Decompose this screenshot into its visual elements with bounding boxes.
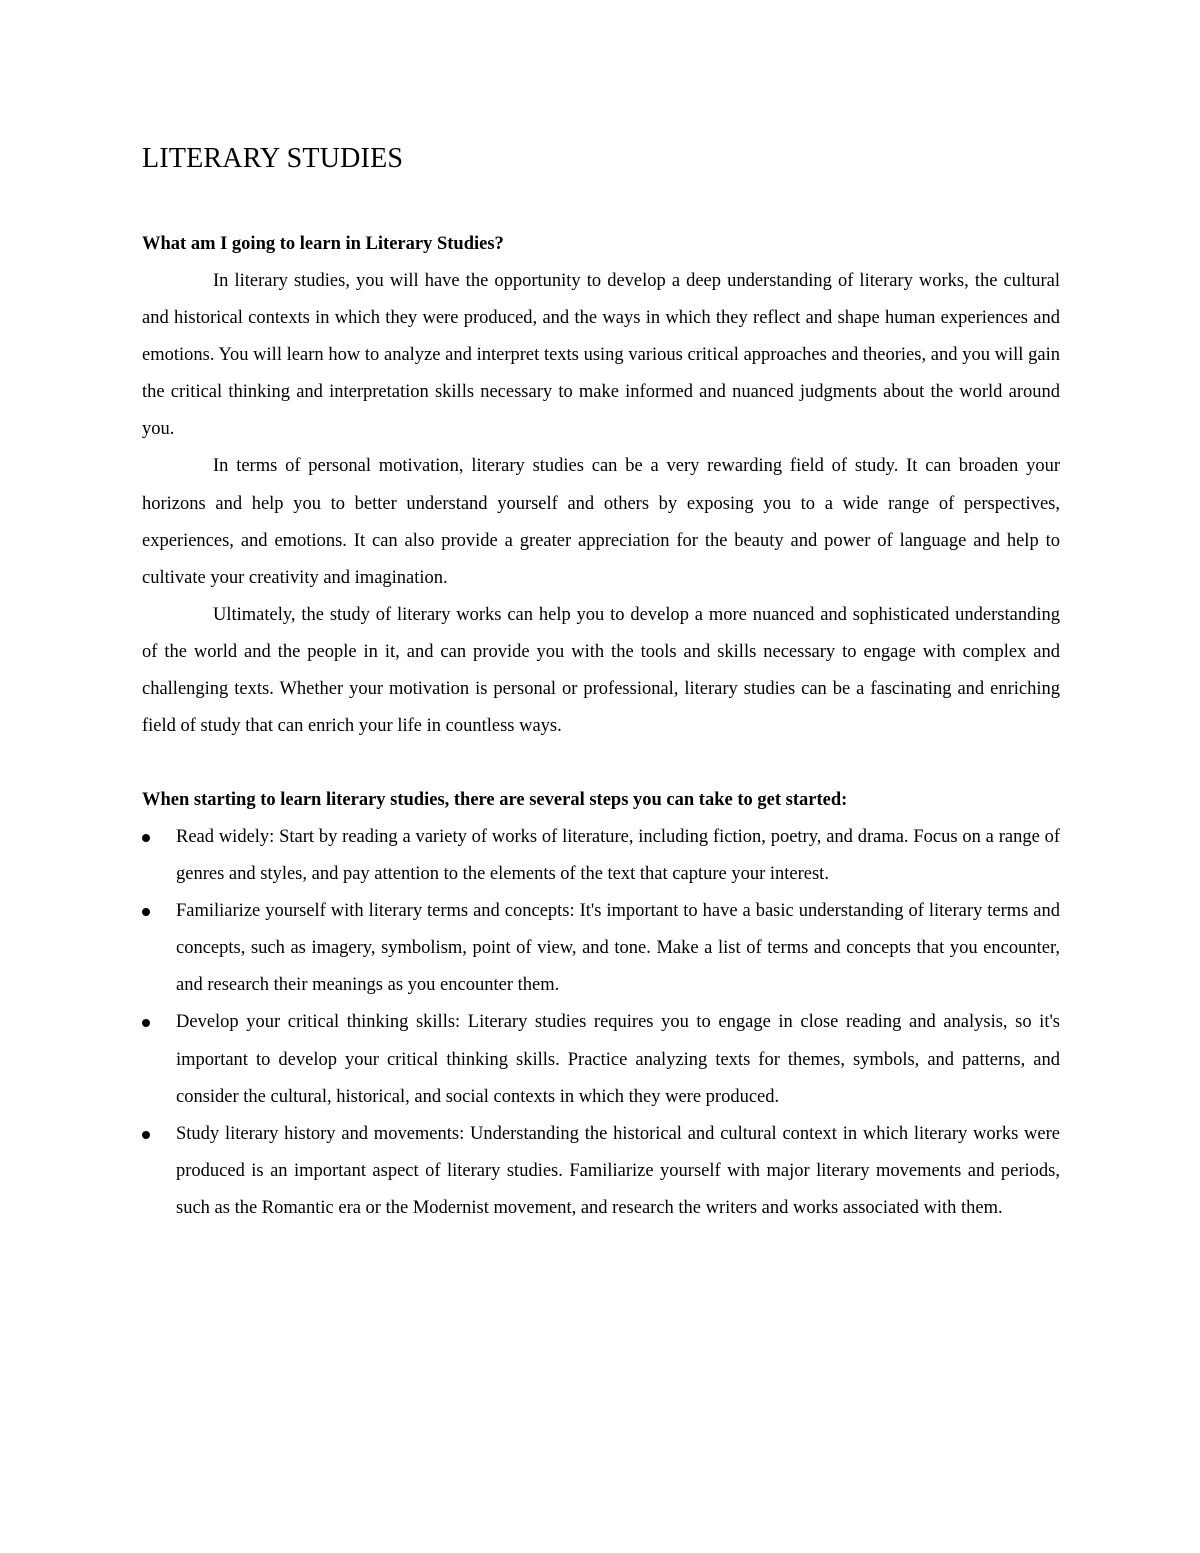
- paragraph: Ultimately, the study of literary works can help you to develop a more nuanced and sophisticated understanding of the world and the people in it, and can provide you with the tools and skills necessary to engage with complex and challenging texts. Whether your motivation is personal or professional, literary studies can be a fascinating and enriching field of study that can enrich your life in countless ways.: [142, 604, 1060, 737]
- section-heading-what-learn: What am I going to learn in Literary Studies?: [142, 234, 504, 254]
- steps-list: [142, 819, 1060, 1227]
- list-item-text: Study literary history and movements: Understanding the historical and cultural context in which literary works were produced is an important aspect of literary studies. Familiarize yourself with major literary movements and periods, such as the Romantic era or the Modernist movement, and research the writers and works associated with them.: [176, 1123, 1060, 1218]
- list-item-text: Read widely: Start by reading a variety of works of literature, including fiction, poetry, and drama. Focus on a range of genres and styles, and pay attention to the elements of the text that capture your interest.: [176, 827, 1060, 885]
- paragraph: In terms of personal motivation, literary studies can be a very rewarding field of study. It can broaden your horizons and help you to better understand yourself and others by exposing you to a wide range of perspectives, experiences, and emotions. It can also provide a greater appreciation for the beauty and power of language and help to cultivate your creativity and imagination.: [142, 456, 1060, 588]
- list-item: [142, 893, 1060, 1004]
- bullet-icon: [142, 1131, 150, 1139]
- list-item-text: Develop your critical thinking skills: Literary studies requires you to engage in close reading and analysis, so it's important to develop your critical thinking skills. Practice analyzing texts for themes, symbols, and patterns, and consider the cultural, historical, and social contexts in which they were produced.: [176, 1012, 1060, 1107]
- bullet-icon: [142, 908, 150, 916]
- list-item: [142, 1004, 1060, 1115]
- page-title: LITERARY STUDIES: [142, 143, 404, 174]
- intro-paragraphs: [142, 263, 1060, 745]
- paragraph: In literary studies, you will have the opportunity to develop a deep understanding of literary works, the cultural and historical contexts in which they were produced, and the ways in which they reflect and shape human experiences and emotions. You will learn how to analyze and interpret texts using various critical approaches and theories, and you will gain the critical thinking and interpretation skills necessary to make informed and nuanced judgments about the world around you.: [142, 271, 1060, 440]
- section-heading-getting-started: When starting to learn literary studies, there are several steps you can take to get started:: [142, 790, 848, 810]
- list-item: [142, 1116, 1060, 1227]
- list-item: [142, 819, 1060, 893]
- list-item-text: Familiarize yourself with literary terms and concepts: It's important to have a basic understanding of literary terms and concepts, such as imagery, symbolism, point of view, and tone. Make a list of terms and concepts that you encounter, and research their meanings as you encounter them.: [176, 901, 1060, 996]
- bullet-icon: [142, 1019, 150, 1027]
- bullet-icon: [142, 834, 150, 842]
